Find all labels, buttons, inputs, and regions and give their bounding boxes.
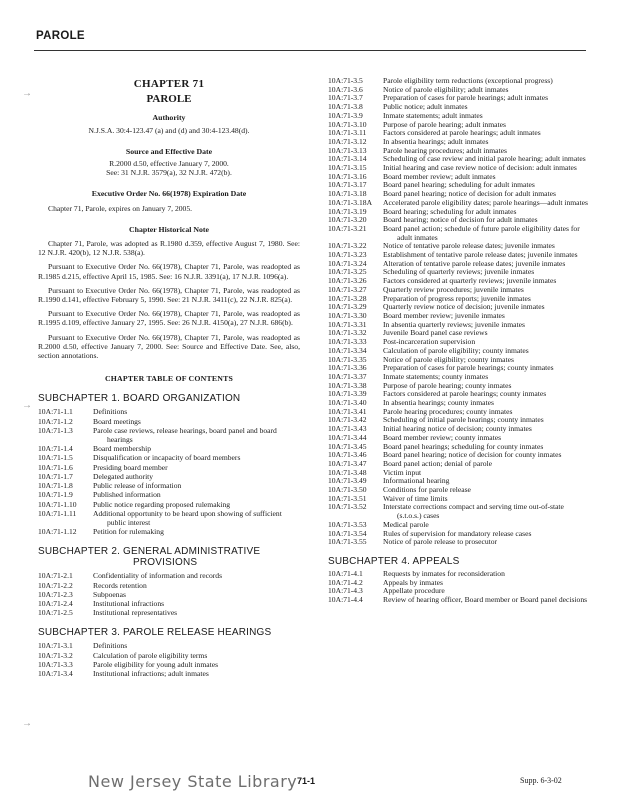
toc-entry xyxy=(328,225,588,242)
section-title: Board member review; adult inmates xyxy=(383,171,496,181)
toc-entry xyxy=(38,500,300,509)
section-number: 10A:71-3.9 xyxy=(328,110,363,120)
section-title: Preparation of progress reports; juvenile inmates xyxy=(383,293,531,303)
section-title: Waiver of time limits xyxy=(383,493,448,503)
section-title: Preparation of cases for parole hearings; county inmates xyxy=(383,363,554,373)
section-title: Parole hearing procedures; adult inmates xyxy=(383,145,507,155)
toc-entry xyxy=(38,651,300,660)
subchapter-4-toc xyxy=(328,570,588,605)
section-title: Notice of parole eligibility; adult inmates xyxy=(383,84,509,94)
section-number: 10A:71-3.1 xyxy=(38,641,73,651)
section-number: 10A:71-3.11 xyxy=(328,128,367,138)
toc-entry xyxy=(328,538,588,547)
history-paragraph: Pursuant to Executive Order No. 66(1978), Chapter 71, Parole, was readopted as R.1985 d.215, effective April 15, 1985. See: 16 N.J.R. 3391(a), 17 N.J.R. 1096(a). xyxy=(38,262,300,281)
section-title: Review of hearing officer, Board member or Board panel decisions xyxy=(383,595,588,605)
section-number: 10A:71-3.13 xyxy=(328,145,367,155)
toc-entry xyxy=(38,407,300,416)
section-title: Initial hearing notice of decision; county inmates xyxy=(383,424,532,434)
section-title: Preparation of cases for parole hearings; adult inmates xyxy=(383,93,549,103)
section-title: Purpose of parole hearing; adult inmates xyxy=(383,119,506,129)
section-title: In absentia hearings; county inmates xyxy=(383,398,494,408)
section-title: Records retention xyxy=(93,580,147,590)
section-number: 10A:71-3.25 xyxy=(328,267,367,277)
section-number: 10A:71-1.1 xyxy=(38,407,73,417)
section-title: Factors considered at parole hearings; county inmates xyxy=(383,389,547,399)
section-title: Notice of parole eligibility; county inmates xyxy=(383,354,514,364)
section-number: 10A:71-1.10 xyxy=(38,499,77,509)
section-title: Appellate procedure xyxy=(383,586,445,596)
section-title: Board member review; juvenile inmates xyxy=(383,310,505,320)
subchapter-heading xyxy=(38,393,300,404)
section-title: Quarterly review notice of decision; juvenile inmates xyxy=(383,302,545,312)
section-number: 10A:71-3.37 xyxy=(328,371,367,381)
section-number: 10A:71-3.30 xyxy=(328,310,367,320)
section-number: 10A:71-3.53 xyxy=(328,519,367,529)
toc-entry xyxy=(38,590,300,599)
subchapter-title-cont: PROVISIONS xyxy=(133,557,198,569)
section-title: Institutional representatives xyxy=(93,608,178,618)
toc-entry xyxy=(38,571,300,580)
toc-entry xyxy=(38,527,300,536)
section-title: Victim input xyxy=(383,467,422,477)
section-title: Notice of parole release to prosecutor xyxy=(383,537,498,547)
subchapter-title: SUBCHAPTER 3. PAROLE RELEASE HEARINGS xyxy=(38,627,272,639)
section-number: 10A:71-3.27 xyxy=(328,284,367,294)
section-title: In absentia hearings; adult inmates xyxy=(383,136,489,146)
section-number: 10A:71-3.45 xyxy=(328,441,367,451)
section-number: 10A:71-3.22 xyxy=(328,241,367,251)
section-title: Parole eligibility for young adult inmates xyxy=(93,659,219,669)
toc-entry xyxy=(328,503,588,520)
scan-mark: → xyxy=(22,400,32,411)
section-title: Informational hearing xyxy=(383,476,450,486)
section-number: 10A:71-3.28 xyxy=(328,293,367,303)
section-number: 10A:71-3.41 xyxy=(328,406,367,416)
section-number: 10A:71-3.14 xyxy=(328,154,367,164)
toc-entry xyxy=(38,641,300,650)
section-number: 10A:71-2.1 xyxy=(38,571,73,581)
chapter-title: PAROLE xyxy=(146,93,192,106)
section-number: 10A:71-3.10 xyxy=(328,119,367,129)
section-title: Notice of tentative parole release dates; juvenile inmates xyxy=(383,241,555,251)
section-number: 10A:71-3.36 xyxy=(328,363,367,373)
history-paragraph: Pursuant to Executive Order No. 66(1978), Chapter 71, Parole, was readopted as R.1990 d.141, effective February 5, 1990. See: 21 N.J.R. 3411(c), 22 N.J.R. 825(a). xyxy=(38,285,300,305)
toc-entry xyxy=(328,579,588,588)
section-title: Juvenile Board panel case reviews xyxy=(383,328,488,338)
toc-entry xyxy=(38,490,300,499)
section-number: 10A:71-3.17 xyxy=(328,180,367,190)
expiration-heading: Executive Order No. 66(1978) Expiration Date xyxy=(91,189,247,199)
section-number: 10A:71-3.19 xyxy=(328,206,367,216)
section-number: 10A:71-3.26 xyxy=(328,276,367,286)
toc-entry xyxy=(38,660,300,669)
toc-entry xyxy=(38,426,300,444)
section-title: Public release of information xyxy=(93,481,182,491)
section-number: 10A:71-3.16 xyxy=(328,171,367,181)
section-title: Board hearing; notice of decision for adult inmates xyxy=(383,215,538,225)
left-column xyxy=(38,80,300,678)
section-number: 10A:71-3.38 xyxy=(328,380,367,390)
section-title: Delegated authority xyxy=(93,471,154,481)
section-title: Board member review; county inmates xyxy=(383,432,502,442)
section-title: Board meetings xyxy=(93,416,141,426)
section-title: Inmate statements; county inmates xyxy=(383,371,489,381)
section-title: Presiding board member xyxy=(93,462,168,472)
section-title: Scheduling of case review and initial parole hearing; adult inmates xyxy=(383,154,586,164)
section-title: Institutional infractions; adult inmates xyxy=(93,668,209,678)
toc-entry xyxy=(38,481,300,490)
section-number: 10A:71-4.4 xyxy=(328,595,363,605)
section-title: Board panel hearings; scheduling for county inmates xyxy=(383,441,544,451)
section-number: 10A:71-1.11 xyxy=(38,508,77,518)
section-number: 10A:71-4.3 xyxy=(328,586,363,596)
section-number: 10A:71-3.29 xyxy=(328,302,367,312)
section-number: 10A:71-3.55 xyxy=(328,537,367,547)
section-title: Purpose of parole hearing; county inmates xyxy=(383,380,512,390)
history-paragraph: Chapter 71, Parole, was adopted as R.1980 d.359, effective August 7, 1980. See: 12 N.J.R. 420(b), 12 N.J.R. 538(a). xyxy=(38,239,300,258)
toc-entry xyxy=(38,463,300,472)
section-number: 10A:71-3.6 xyxy=(328,84,363,94)
toc-entry xyxy=(38,669,300,678)
history-paragraph: Pursuant to Executive Order No. 66(1978), Chapter 71, Parole, was readopted as R.1995 d.109, effective January 27, 1995. See: 26 N.J.R. 4150(a), 27 N.J.R. 686(b). xyxy=(38,309,300,328)
section-title: Alteration of tentative parole release dates; juvenile inmates xyxy=(383,258,566,268)
section-number: 10A:71-3.44 xyxy=(328,432,367,442)
section-number: 10A:71-1.7 xyxy=(38,471,73,481)
toc-entry xyxy=(38,453,300,462)
section-title: Subpoenas xyxy=(93,589,126,599)
section-number: 10A:71-3.35 xyxy=(328,354,367,364)
section-title: Board panel hearing; notice of decision for county inmates xyxy=(383,450,562,460)
toc-entry xyxy=(38,417,300,426)
toc-entry xyxy=(38,444,300,453)
section-number: 10A:71-3.39 xyxy=(328,389,367,399)
section-title: Confidentiality of information and records xyxy=(93,571,223,581)
section-title: Medical parole xyxy=(383,519,429,529)
left-toc xyxy=(38,393,300,678)
section-number: 10A:71-3.21 xyxy=(328,223,367,233)
section-number: 10A:71-3.48 xyxy=(328,467,367,477)
section-title: Scheduling of quarterly reviews; juvenile inmates xyxy=(383,267,535,277)
running-title: PAROLE xyxy=(36,30,85,42)
section-title: Inmate statements; adult inmates xyxy=(383,110,483,120)
section-number: 10A:71-3.34 xyxy=(328,345,367,355)
section-title: Factors considered at quarterly reviews; juvenile inmates xyxy=(383,276,557,286)
section-title: Rules of supervision for mandatory release cases xyxy=(383,528,532,538)
right-column xyxy=(328,77,588,605)
section-title: Board hearing; scheduling for adult inmates xyxy=(383,206,517,216)
section-title: Requests by inmates for reconsideration xyxy=(383,568,505,578)
toc-entry xyxy=(38,599,300,608)
section-title: Published information xyxy=(93,490,161,500)
section-title: Additional opportunity to be heard upon showing of sufficient public interest xyxy=(93,508,282,527)
section-number: 10A:71-1.4 xyxy=(38,444,73,454)
page-number: 71-1 xyxy=(297,776,316,786)
toc-entry xyxy=(38,608,300,617)
section-number: 10A:71-4.1 xyxy=(328,568,363,578)
section-number: 10A:71-3.52 xyxy=(328,502,367,512)
section-title: Initial hearing and case review notice of decision: adult inmates xyxy=(383,163,577,173)
source-line: R.2000 d.50, effective January 7, 2000. xyxy=(109,159,229,169)
chapter-number: CHAPTER 71 xyxy=(133,78,205,90)
section-number: 10A:71-3.2 xyxy=(38,650,73,660)
subchapter-heading xyxy=(38,627,300,638)
section-title: Institutional infractions xyxy=(93,598,165,608)
section-title: In absentia quarterly reviews; juvenile inmates xyxy=(383,319,525,329)
section-title: Board membership xyxy=(93,444,151,454)
supplement-date: Supp. 6-3-02 xyxy=(520,776,562,785)
authority-heading: Authority xyxy=(152,113,186,123)
section-number: 10A:71-3.46 xyxy=(328,450,367,460)
toc-entry xyxy=(328,596,588,605)
toc-entry xyxy=(328,486,588,495)
section-number: 10A:71-2.5 xyxy=(38,608,73,618)
section-number: 10A:71-3.32 xyxy=(328,328,367,338)
section-title: Parole hearing procedures; county inmates xyxy=(383,406,513,416)
scan-mark: → xyxy=(22,718,32,729)
section-number: 10A:71-3.50 xyxy=(328,485,367,495)
section-number: 10A:71-3.24 xyxy=(328,258,367,268)
section-number: 10A:71-3.8 xyxy=(328,102,363,112)
section-number: 10A:71-1.3 xyxy=(38,425,73,435)
right-toc xyxy=(328,77,588,547)
header-rule xyxy=(34,50,586,51)
section-title: Parole case reviews, release hearings, board panel and board hearings xyxy=(93,425,277,445)
section-number: 10A:71-1.8 xyxy=(38,481,73,491)
section-number: 10A:71-4.2 xyxy=(328,577,363,587)
section-title: Factors considered at parole hearings; adult inmates xyxy=(383,128,541,138)
section-number: 10A:71-1.6 xyxy=(38,462,73,472)
section-number: 10A:71-3.3 xyxy=(38,659,73,669)
section-number: 10A:71-1.5 xyxy=(38,453,73,463)
section-number: 10A:71-3.51 xyxy=(328,493,367,503)
section-number: 10A:71-1.12 xyxy=(38,527,77,537)
section-number: 10A:71-3.12 xyxy=(328,136,367,146)
toc-entry xyxy=(328,570,588,579)
section-number: 10A:71-3.47 xyxy=(328,458,367,468)
section-number: 10A:71-3.43 xyxy=(328,424,367,434)
scan-mark: → xyxy=(22,88,32,99)
section-number: 10A:71-3.31 xyxy=(328,319,367,329)
section-number: 10A:71-1.2 xyxy=(38,416,73,426)
section-title: Quarterly review procedures; juvenile inmates xyxy=(383,284,524,294)
subchapter-heading: SUBCHAPTER 4. APPEALS xyxy=(328,555,460,567)
section-title: Definitions xyxy=(93,407,128,417)
toc-entry xyxy=(328,460,588,469)
history-heading: Chapter Historical Note xyxy=(129,224,209,234)
history-paragraph: Pursuant to Executive Order No. 66(1978), Chapter 71, Parole, was readopted as R.2000 d.50, effective January 7, 2000. See: Source and Effective Date. See, also, section annotations. xyxy=(38,332,300,361)
section-number: 10A:71-1.9 xyxy=(38,490,73,500)
section-title: Board panel action; denial of parole xyxy=(383,458,493,468)
section-number: 10A:71-3.7 xyxy=(328,93,363,103)
section-title: Scheduling of initial parole hearings; county inmates xyxy=(383,415,544,425)
section-title: Calculation of parole eligibility; county inmates xyxy=(383,345,529,355)
subchapter-title: SUBCHAPTER 1. BOARD ORGANIZATION xyxy=(38,393,241,405)
section-title: Parole eligibility term reductions (exceptional progress) xyxy=(383,76,553,85)
section-title: Public notice regarding proposed rulemaking xyxy=(93,499,231,509)
section-number: 10A:71-3.49 xyxy=(328,476,367,486)
source-heading: Source and Effective Date xyxy=(125,146,213,156)
toc-entry xyxy=(38,472,300,481)
section-title: Disqualification or incapacity of board members xyxy=(93,453,241,463)
section-title: Board panel action; schedule of future parole eligibility dates for adult inmates xyxy=(383,223,580,242)
section-number: 10A:71-3.40 xyxy=(328,398,367,408)
section-number: 10A:71-2.3 xyxy=(38,589,73,599)
section-number: 10A:71-2.4 xyxy=(38,598,73,608)
section-title: Definitions xyxy=(93,641,128,651)
section-number: 10A:71-3.18 xyxy=(328,189,367,199)
toc-entry xyxy=(38,581,300,590)
toc-title: CHAPTER TABLE OF CONTENTS xyxy=(104,374,234,384)
section-title: Accelerated parole eligibility dates; parole hearings—adult inmates xyxy=(383,197,588,207)
section-title: Appeals by inmates xyxy=(383,577,443,587)
section-title: Board panel hearing; scheduling for adult inmates xyxy=(383,180,535,190)
section-title: Establishment of tentative parole release dates; juvenile inmates xyxy=(383,250,578,260)
section-number: 10A:71-3.42 xyxy=(328,415,367,425)
section-number: 10A:71-3.20 xyxy=(328,215,367,225)
section-number: 10A:71-3.4 xyxy=(38,668,73,678)
section-title: Post-incarceration supervision xyxy=(383,337,476,347)
section-number: 10A:71-3.23 xyxy=(328,250,367,260)
expiration-text: Chapter 71, Parole, expires on January 7, 2005. xyxy=(48,203,193,213)
section-title: Petition for rulemaking xyxy=(93,527,164,537)
section-number: 10A:71-3.33 xyxy=(328,337,367,347)
section-title: Public notice; adult inmates xyxy=(383,102,468,112)
authority-text: N.J.S.A. 30:4-123.47 (a) and (d) and 30:4-123.48(d). xyxy=(88,125,250,135)
library-stamp: New Jersey State Library xyxy=(88,772,298,791)
section-number: 10A:71-3.5 xyxy=(328,76,363,85)
subchapter-heading xyxy=(38,546,300,568)
section-title: Conditions for parole release xyxy=(383,485,471,495)
section-title: Board panel hearing; notice of decision for adult inmates xyxy=(383,189,556,199)
section-number: 10A:71-3.54 xyxy=(328,528,367,538)
section-number: 10A:71-2.2 xyxy=(38,580,73,590)
toc-entry xyxy=(328,469,588,478)
toc-entry xyxy=(38,509,300,527)
subchapter-title: SUBCHAPTER 2. GENERAL ADMINISTRATIVE xyxy=(38,546,261,558)
source-line: See: 31 N.J.R. 3579(a), 32 N.J.R. 472(b). xyxy=(106,168,232,178)
section-title: Calculation of parole eligibility terms xyxy=(93,650,208,660)
section-number: 10A:71-3.18A xyxy=(328,197,373,207)
section-title: Interstate corrections compact and serving time out-of-state (s.t.o.s.) cases xyxy=(383,502,564,521)
section-number: 10A:71-3.15 xyxy=(328,163,367,173)
